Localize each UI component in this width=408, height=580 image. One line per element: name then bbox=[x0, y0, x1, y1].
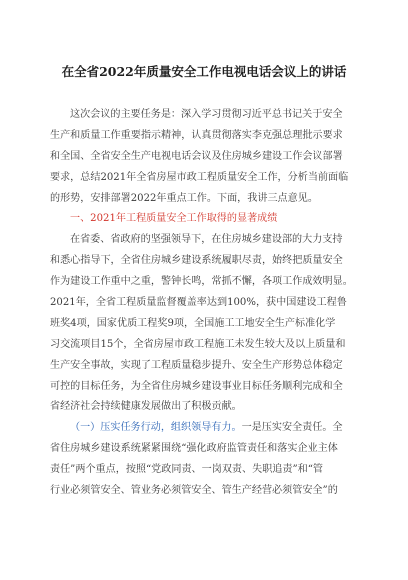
text-line bbox=[50, 418, 358, 439]
text-line: 习交流项目15个，全省房屋市政工程施工未发生较大及以上质量和 bbox=[50, 338, 346, 350]
text-line: 班奖4项，国家优质工程奖9项，全国施工工地安全生产标准化学 bbox=[50, 317, 336, 329]
text-line: 和悉心指导下，全省住房城乡建设系统履职尽责，始终把质量安全 bbox=[50, 255, 343, 267]
text-line: 行业必须管安全、管业务必须管安全、管生产经营必须管安全”的 bbox=[50, 485, 338, 497]
text-line: 的形势，安排部署2022年重点工作。下面，我讲三点意见。 bbox=[50, 192, 318, 204]
title-spacer bbox=[50, 80, 358, 105]
text-line: 省经济社会持续健康发展做出了积极贡献。 bbox=[50, 401, 242, 413]
document-title: 在全省2022年质量安全工作电视电话会议上的讲话 bbox=[61, 64, 347, 79]
text-line: 省住房城乡建设系统紧紧围绕“强化政府监管责任和落实企业主体 bbox=[50, 443, 338, 455]
document-body bbox=[50, 105, 358, 502]
text-line: 要求，总结2021年全省房屋市政工程质量安全工作，分析当前面临 bbox=[50, 171, 349, 183]
text-line: 作为建设工作重中之重，警钟长鸣，常抓不懈，各项工作成效明显。 bbox=[50, 276, 353, 288]
section-heading: 一、2021年工程质量安全工作取得的显著成绩 bbox=[70, 213, 278, 225]
text-line: 2021年，全省工程质量监督覆盖率达到100%，获中国建设工程鲁 bbox=[50, 297, 347, 309]
text-line: 和全国、全省安全生产电视电话会议及住房城乡建设工作会议部署 bbox=[50, 150, 343, 162]
text-line: 生产安全事故，实现了工程质量稳步提升、安全生产形势总体稳定 bbox=[50, 359, 343, 371]
text-line: 可控的目标任务，为全省住房城乡建设事业目标任务顺利完成和全 bbox=[50, 380, 343, 392]
text-line: 在省委、省政府的坚强领导下，在住房城乡建设部的大力支持 bbox=[70, 234, 343, 246]
text-line: 责任”两个重点，按照“党政同责、一岗双责、失职追责”和“管 bbox=[50, 464, 323, 476]
text-line: 生产和质量工作重要指示精神，认真贯彻落实李克强总理批示要求 bbox=[50, 129, 343, 141]
text-line: 这次会议的主要任务是：深入学习贯彻习近平总书记关于安全 bbox=[70, 109, 343, 120]
body-text: 一是压实安全责任。全 bbox=[241, 422, 343, 434]
section-subheading: （一）压实任务行动，组织领导有力。 bbox=[70, 422, 242, 434]
